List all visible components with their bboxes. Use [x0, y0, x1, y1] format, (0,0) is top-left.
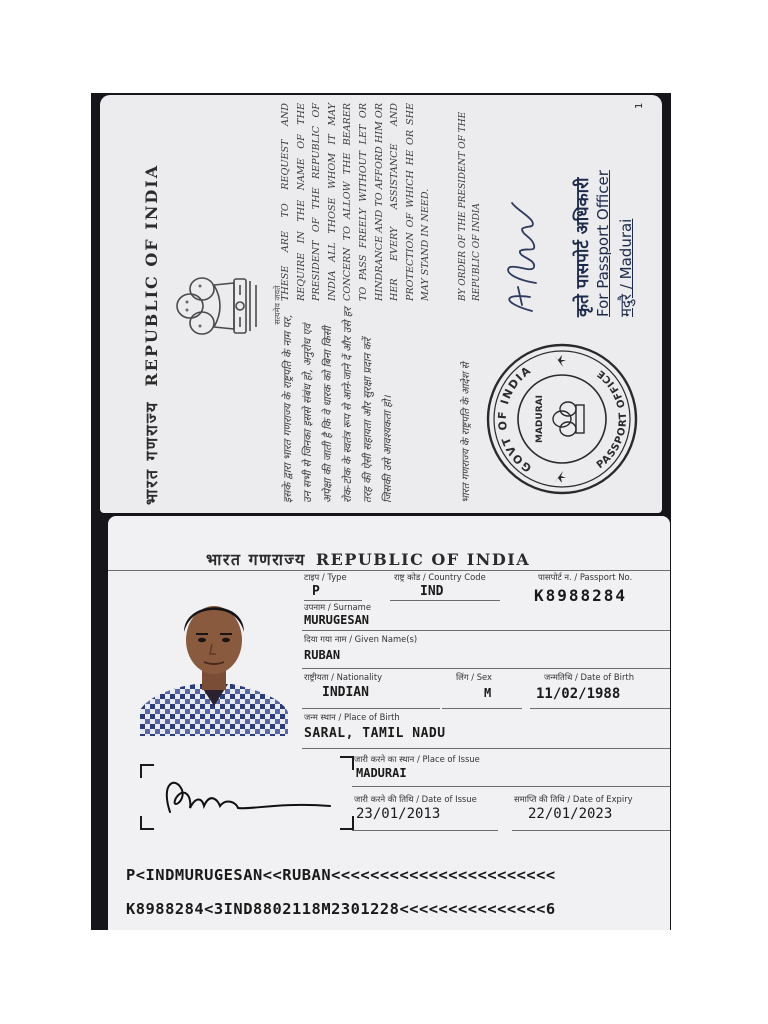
place-of-birth-rule	[302, 748, 670, 749]
seal-emblem-icon	[553, 402, 584, 436]
type-label: टाइप / Type	[304, 572, 347, 582]
seal-text-top: GOVT OF INDIA	[495, 363, 535, 475]
holder-signature-text: Ruban	[140, 762, 144, 763]
place-of-birth-label: जन्म स्थान / Place of Birth	[304, 712, 400, 722]
title-hindi: भारत गणराज्य	[142, 400, 161, 505]
title-rule	[108, 570, 670, 571]
officer-signature	[492, 197, 552, 317]
dob-label: जन्मतिथि / Date of Birth	[544, 672, 635, 682]
holder-signature	[140, 762, 340, 834]
observation-page	[100, 95, 662, 513]
dob-value: 11/02/1988	[536, 686, 621, 702]
signature-bracket-tr	[340, 756, 354, 770]
emblem-caption: सत्यमेव जयते	[273, 285, 282, 325]
officer-title-hindi: कृते पासपोर्ट अधिकारी	[573, 177, 593, 317]
national-emblem-icon	[172, 271, 270, 341]
data-page	[108, 516, 670, 930]
request-text-english: THESE ARE TO REQUEST AND REQUIRE IN THE NAME OF THE PRESIDENT OF THE REPUBLIC OF INDIA ALL THOSE WHOM IT MAY CONCERN TO ALLOW THE BEARER TO PASS FREELY WITHOUT LET OR HINDRANCE AND TO AFFORD HIM OR HER EVERY ASSISTANCE AND PROTECTION OF WHICH HE OR SHE MAY STAND IN NEED.	[280, 103, 432, 301]
nationality-rule	[302, 708, 440, 709]
svg-text:GOVT OF INDIA	[496, 363, 534, 474]
officer-title-english: For Passport Officer	[594, 170, 612, 317]
place-of-birth-value: SARAL, TAMIL NADU	[304, 726, 446, 741]
seal-text-ring: PASSPORT OFFICE	[594, 366, 630, 472]
given-names-rule	[302, 668, 670, 669]
dob-rule	[530, 708, 670, 709]
passport-no-label: पासपोर्ट न. / Passport No.	[538, 572, 633, 582]
data-title-english: REPUBLIC OF INDIA	[315, 550, 531, 569]
surname-value: MURUGESAN	[304, 613, 370, 627]
date-of-expiry-value: 22/01/2023	[528, 806, 613, 822]
sex-value: M	[484, 686, 492, 700]
passport-no-value: K8988284	[534, 586, 628, 605]
place-of-issue-rule	[352, 786, 670, 787]
data-page-title	[206, 548, 586, 570]
sex-label: लिंग / Sex	[456, 672, 492, 682]
type-value: P	[312, 584, 320, 599]
date-of-expiry-label: समाप्ति की तिथि / Date of Expiry	[514, 794, 633, 804]
svg-text:PASSPORT OFFICE	[595, 367, 629, 471]
country-code-value: IND	[420, 584, 444, 599]
mrz-line-1: P<INDMURUGESAN<<RUBAN<<<<<<<<<<<<<<<<<<<<<<<	[126, 866, 556, 884]
observation-page-content	[100, 95, 662, 513]
nationality-label: राष्ट्रीयता / Nationality	[304, 672, 383, 682]
order-text-hindi: भारत गणराज्य के राष्ट्रपति के आदेश से	[461, 362, 472, 503]
officer-signature-text: T.Vasal	[492, 313, 493, 317]
holder-photo	[140, 584, 288, 736]
page-number: 1	[634, 102, 645, 109]
type-rule	[304, 600, 362, 601]
mrz-line-2: K8988284<3IND8802118M2301228<<<<<<<<<<<<<<<6	[126, 900, 556, 918]
place-of-issue-label: जारी करने का स्थान / Place of Issue	[354, 754, 480, 764]
given-names-value: RUBAN	[304, 648, 341, 662]
surname-label: उपनाम / Surname	[304, 602, 371, 612]
sex-rule	[442, 708, 522, 709]
date-of-issue-rule	[352, 830, 498, 831]
place-of-issue-value: MADURAI	[356, 766, 407, 780]
given-names-label: दिया गया नाम / Given Name(s)	[304, 634, 418, 644]
surname-rule	[302, 630, 670, 631]
country-rule	[390, 600, 500, 601]
date-of-expiry-rule	[512, 830, 670, 831]
observation-page-title	[140, 103, 162, 505]
date-of-issue-label: जारी करने की तिथि / Date of Issue	[354, 794, 477, 804]
request-text-hindi: इसके द्वारा भारत गणराज्य के राष्ट्रपति के नाम पर, उन सभी से जिनका इससे संबंध हो, अनुरोध एवं अपेक्षा की जाती है कि वे धारक को बिना किसी रोक-टोक के स्वतंत्र रूप से आने-जाने दें और उसे हर तरह की ऐसी सहायता और सुरक्षा प्रदान करें जिसकी उसे आवश्यकता हो।	[282, 307, 394, 503]
order-text-english: BY ORDER OF THE PRESIDENT OF THE REPUBLIC OF INDIA	[458, 111, 482, 301]
title-english: REPUBLIC OF INDIA	[142, 163, 161, 387]
passport-office-seal	[484, 341, 640, 497]
seal-text-mid: MADURAI	[535, 395, 545, 443]
nationality-value: INDIAN	[322, 685, 369, 700]
officer-location: मदुरै / Madurai	[617, 218, 635, 317]
country-code-label: राष्ट्र कोड / Country Code	[394, 572, 486, 582]
data-title-hindi: भारत गणराज्य	[206, 550, 306, 569]
signature-bracket-br	[340, 816, 354, 830]
date-of-issue-value: 23/01/2013	[356, 806, 441, 822]
